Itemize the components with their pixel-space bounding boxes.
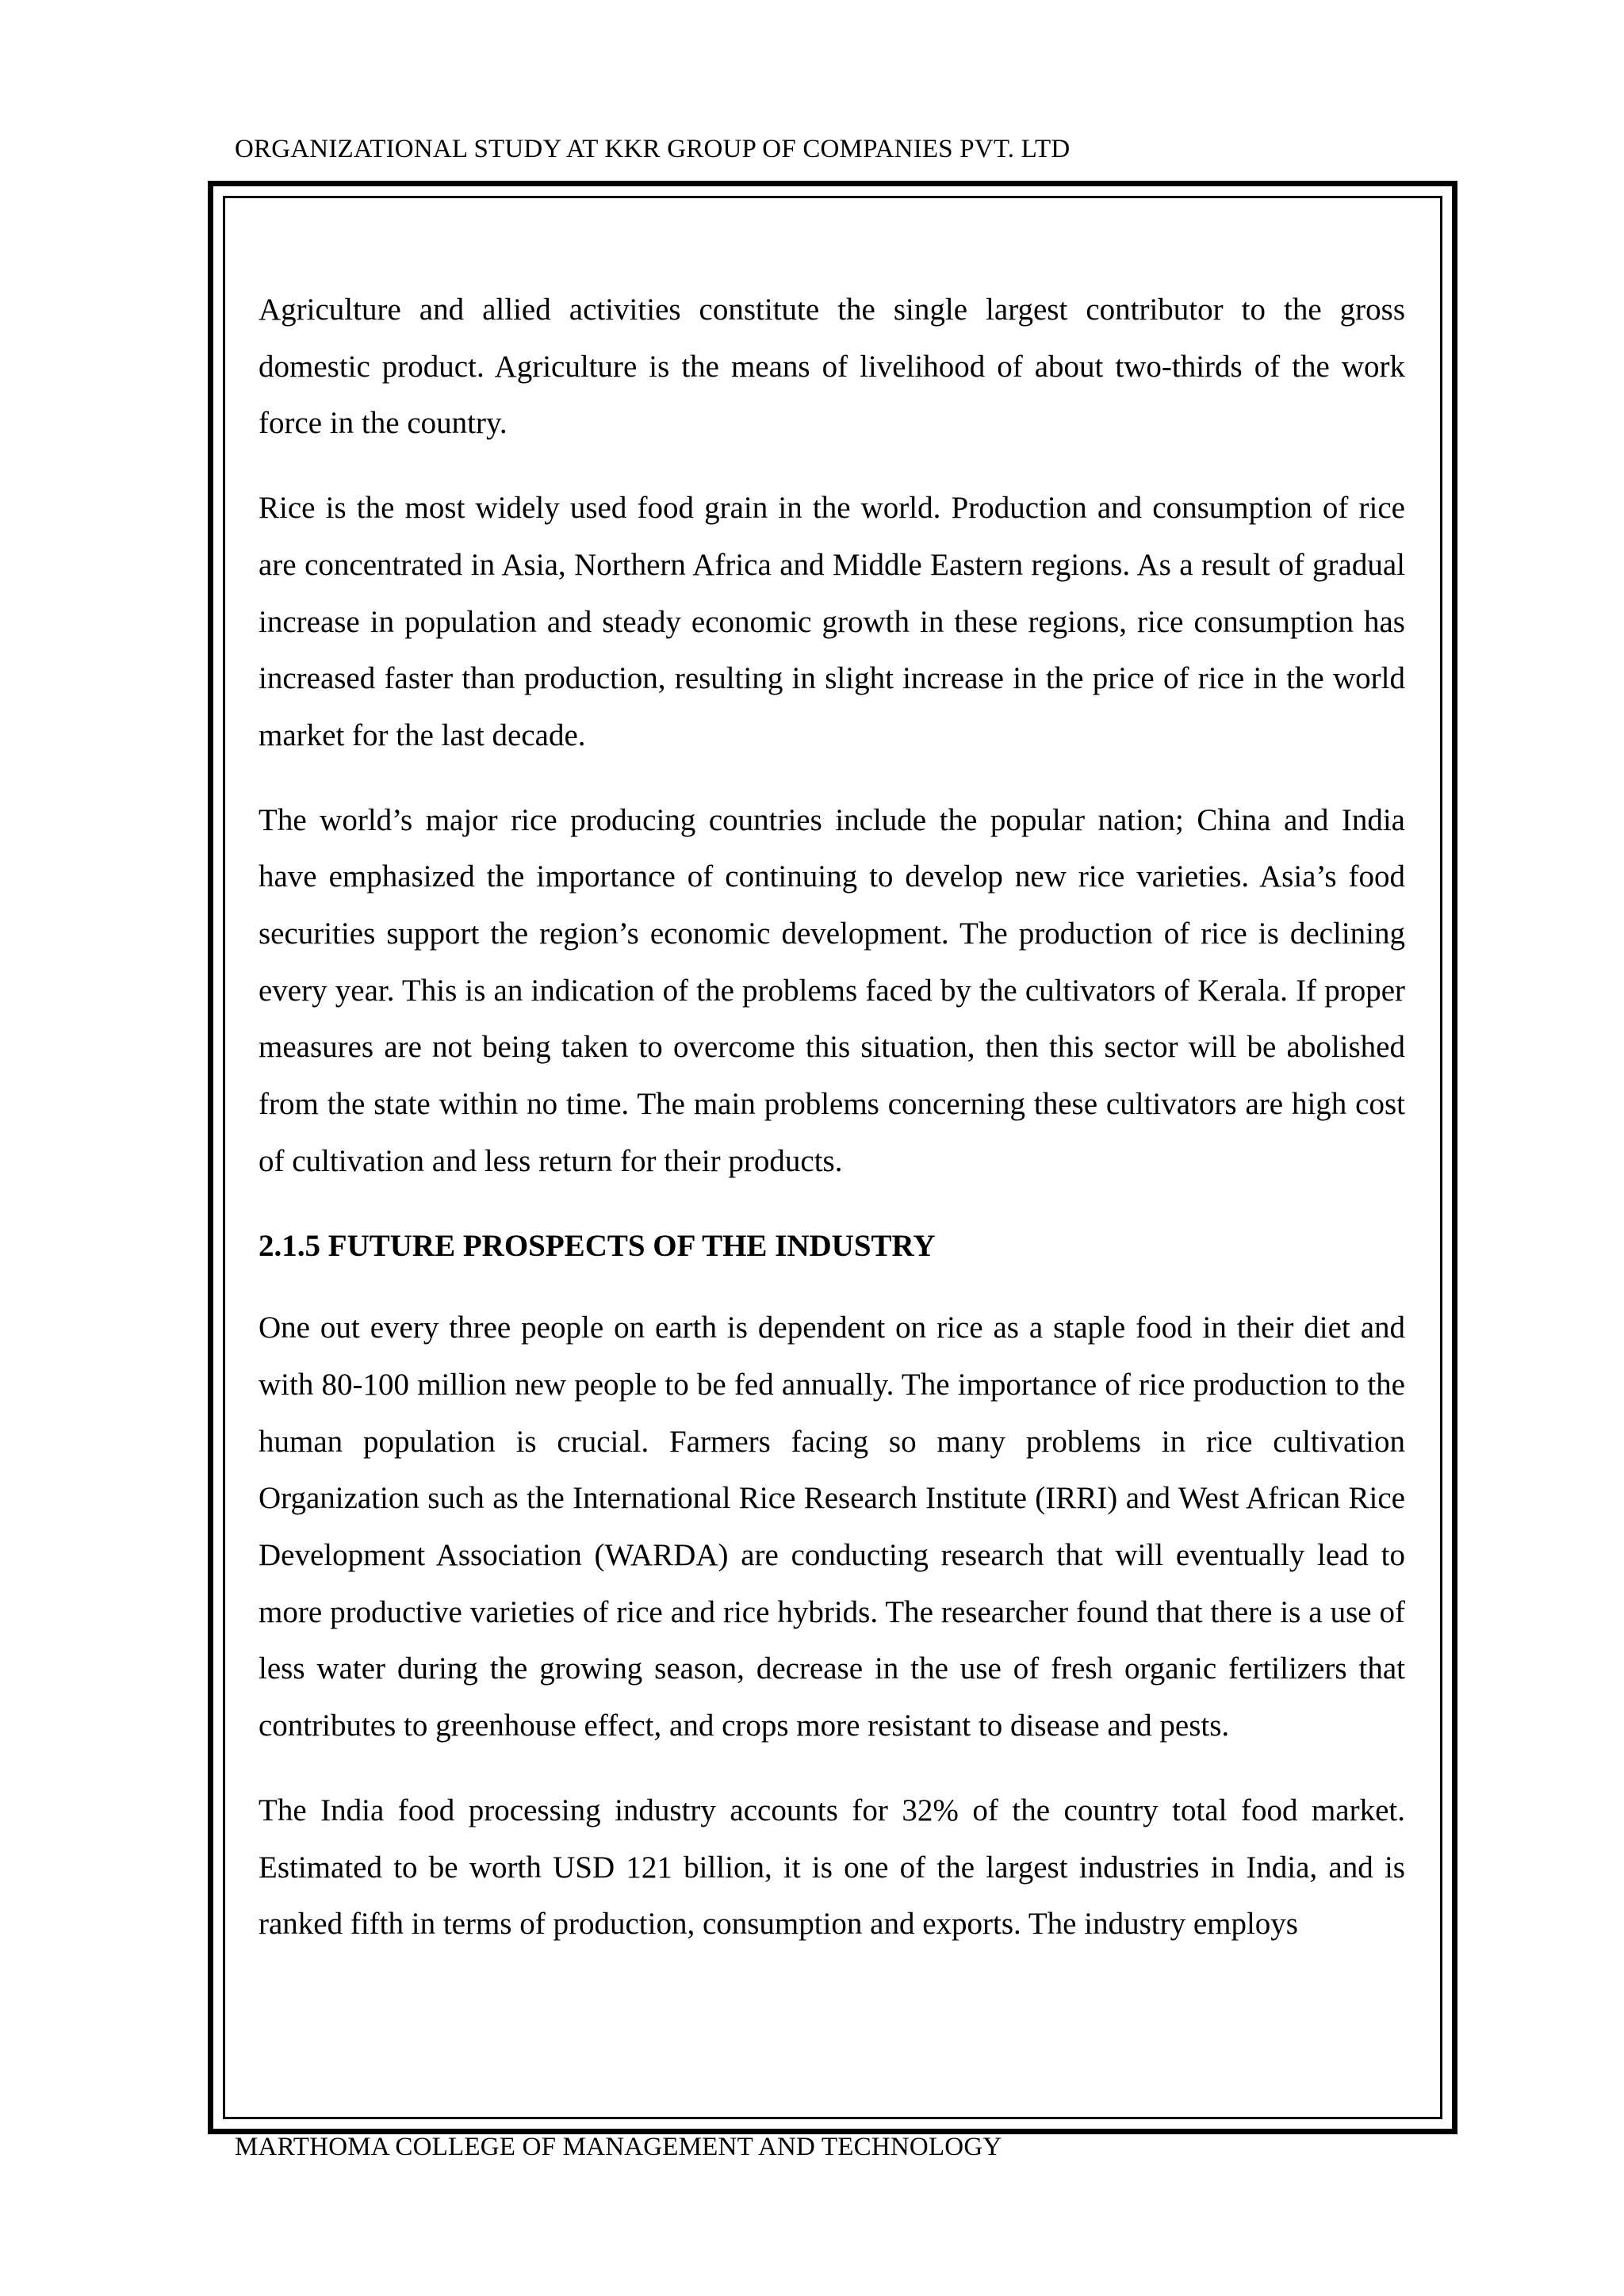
section-heading: 2.1.5 FUTURE PROSPECTS OF THE INDUSTRY bbox=[259, 1228, 936, 1263]
body-paragraph-1: Agriculture and allied activities constitute the single largest contributor to the gross domestic product. Agriculture is the means of livelihood of about two-thirds of the work force in the country. bbox=[259, 293, 1405, 441]
running-footer: MARTHOMA COLLEGE OF MANAGEMENT AND TECHNOLOGY bbox=[235, 2133, 1002, 2161]
body-paragraph-2: Rice is the most widely used food grain in the world. Production and consumption of rice are concentrated in Asia, Northern Africa and Middle Eastern regions. As a result of gradual increase in population and steady economic growth in these regions, rice consumption has increased faster than production, resulting in slight increase in the price of rice in the world market for the last decade. bbox=[259, 491, 1405, 752]
running-header: ORGANIZATIONAL STUDY AT KKR GROUP OF COMPANIES PVT. LTD bbox=[235, 135, 1071, 163]
page-body bbox=[259, 281, 1405, 1980]
body-paragraph-3: The world’s major rice producing countries include the popular nation; China and India have emphasized the importance of continuing to develop new rice varieties. Asia’s food securities support the region’s economic development. The production of rice is declining every year. This is an indication of the problems faced by the cultivators of Kerala. If proper measures are not being taken to overcome this situation, then this sector will be abolished from the state within no time. The main problems concerning these cultivators are high cost of cultivation and less return for their products. bbox=[259, 802, 1405, 1178]
body-paragraph-4: One out every three people on earth is dependent on rice as a staple food in their diet and with 80-100 million new people to be fed annually. The importance of rice production to the human population is crucial. Farmers facing so many problems in rice cultivation Organization such as the International Rice Research Institute (IRRI) and West African Rice Development Association (WARDA) are conducting research that will eventually lead to more productive varieties of rice and rice hybrids. The researcher found that there is a use of less water during the growing season, decrease in the use of fresh organic fertilizers that contributes to greenhouse effect, and crops more resistant to disease and pests. bbox=[259, 1311, 1405, 1743]
body-paragraph-5: The India food processing industry accounts for 32% of the country total food market. Estimated to be worth USD 121 billion, it is one of the largest industries in India, and is ranked fifth in terms of production, consumption and exports. The industry employs bbox=[259, 1793, 1405, 1942]
